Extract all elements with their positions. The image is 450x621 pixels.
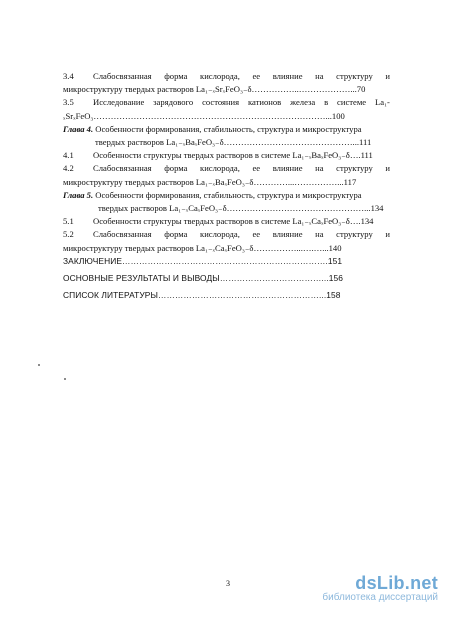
- toc-entry-5-1[interactable]: 5.1 Особенности структуры твердых растворов в системе La₁₋ₓCaₓFeO₃₋δ….134: [63, 215, 390, 228]
- chapter-label: Глава 5.: [63, 189, 94, 200]
- scan-speck: [38, 364, 40, 366]
- watermark-tagline: библиотека диссертаций: [322, 592, 438, 603]
- chapter-label: Глава 4.: [63, 123, 94, 134]
- toc-entry-line-2: микроструктуру твердых растворов La₁₋ₓCaₓFeO₃₋δ……………...….…...140: [63, 242, 342, 253]
- section-number: 3.5: [63, 97, 74, 108]
- section-number: 4.1: [63, 150, 74, 161]
- toc-entry-4-1[interactable]: 4.1 Особенности структуры твердых растворов в системе La₁₋ₓBaₓFeO₃₋δ….111: [63, 149, 390, 162]
- toc-entry-3-4[interactable]: [63, 70, 390, 96]
- toc-entry-4-2[interactable]: [63, 162, 390, 188]
- toc-chapter-5[interactable]: [63, 189, 390, 215]
- toc-chapter-line-1: Глава 4. Особенности формирования, стабильность, структура и микроструктура: [63, 123, 362, 134]
- toc-entry-5-2[interactable]: [63, 228, 390, 254]
- table-of-contents: [63, 70, 390, 302]
- section-number: 5.2: [63, 229, 74, 240]
- watermark-logo: dsLib.net: [355, 573, 438, 593]
- toc-conclusion[interactable]: ЗАКЛЮЧЕНИЕ……………………………………………………………….151: [63, 255, 343, 266]
- page-number: 3: [226, 579, 230, 588]
- toc-chapter-line-2: твердых растворов La₁₋ₓBaₓFeO₃₋δ………………………………………...111: [95, 137, 372, 148]
- scan-speck: [64, 378, 66, 380]
- watermark: [322, 573, 438, 603]
- toc-entry-line-2: микроструктуру твердых растворов La₁₋ₓSrₓFeO₃₋δ……………..………………...70: [63, 84, 366, 95]
- toc-entry-3-5[interactable]: [63, 96, 390, 122]
- section-number: 4.2: [63, 163, 74, 174]
- toc-entry-line-1: 3.5 Исследование зарядового состояния катионов железа в системе La₁-: [63, 96, 390, 109]
- toc-chapter-line-1: Глава 5. Особенности формирования, стабильность, структура и микроструктура: [63, 189, 362, 200]
- toc-chapter-4[interactable]: [63, 123, 390, 149]
- section-number: 5.1: [63, 216, 74, 227]
- toc-entry-line-1: 4.2 Слабосвязанная форма кислорода, ее влияние на структуру и: [63, 162, 390, 175]
- toc-entry-line-2: ₓSrₓFeO₃………………………………………………………………………...100: [63, 110, 345, 121]
- toc-entry-line-2: микроструктуру твердых растворов La₁₋ₓBaₓFeO₃₋δ…………...……………...117: [63, 176, 357, 187]
- section-number: 3.4: [63, 71, 74, 81]
- toc-entry-line-1: 5.2 Слабосвязанная форма кислорода, ее влияние на структуру и: [63, 228, 390, 241]
- toc-references[interactable]: СПИСОК ЛИТЕРАТУРЫ…………………………………………………...158: [63, 290, 341, 301]
- toc-main-results[interactable]: ОСНОВНЫЕ РЕЗУЛЬТАТЫ И ВЫВОДЫ………………………………...156: [63, 273, 343, 284]
- toc-entry-line-1: 3.4 Слабосвязанная форма кислорода, ее влияние на структуру и: [63, 70, 390, 83]
- toc-chapter-line-2: твердых растворов La₁₋ₓCaₓFeO₃₋δ…………………………………………...134: [98, 203, 384, 214]
